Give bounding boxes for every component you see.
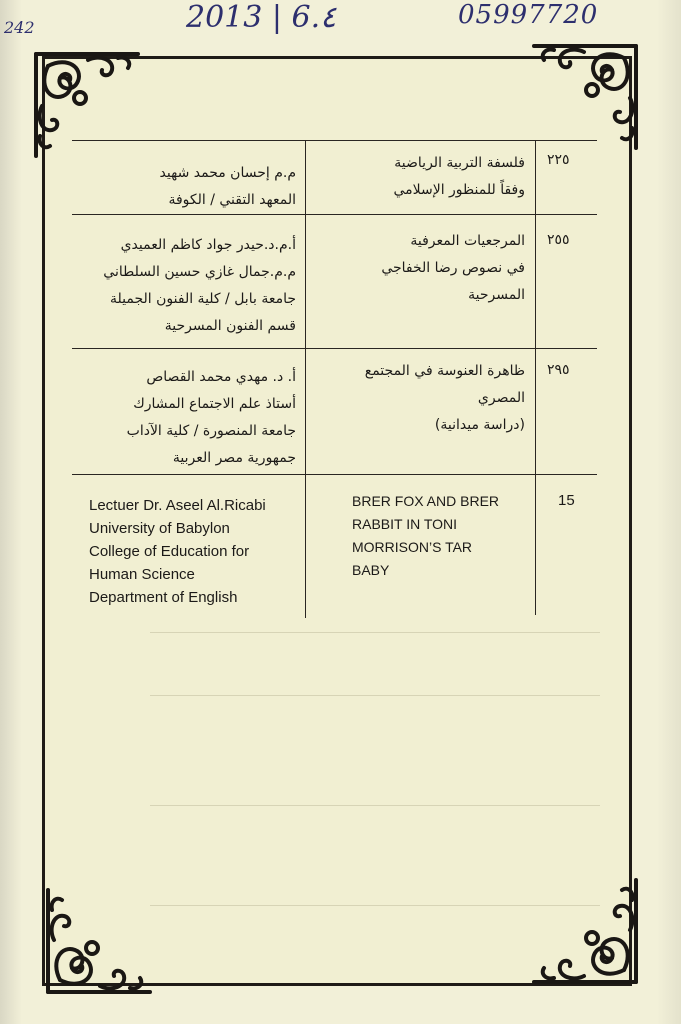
table-row-title: فلسفة التربية الرياضية وفقاً للمنظور الإسلامي (393, 155, 525, 198)
handwritten-date: 2013 | 6.٤ (186, 0, 337, 35)
table-column-divider (305, 140, 306, 618)
table-rule (72, 474, 597, 475)
table-rule (72, 214, 597, 215)
table-row-page: 15 (558, 492, 575, 509)
table-row-title: المرجعيات المعرفية في نصوص رضا الخفاجي المسرحية (381, 233, 525, 303)
table-row-page: ٢٩٥ (547, 362, 570, 378)
table-row-page: ٢٢٥ (547, 152, 570, 168)
handwritten-code: 05997720 (458, 0, 599, 30)
table-row-title: ظاهرة العنوسة في المجتمع المصري (دراسة ميدانية) (364, 363, 525, 433)
ornament-corner-icon (524, 870, 644, 990)
handwritten-page-number: 242 (4, 18, 35, 37)
table-row-author: أ.م.د.حيدر جواد كاظم العميدي م.م.جمال غازي حسين السلطاني جامعة بابل / كلية الفنون الجميلة قسم الفنون المسرحية (103, 237, 296, 334)
page-edge-right (657, 0, 681, 1024)
table-column-divider (535, 140, 536, 615)
table-row-page: ٢٥٥ (547, 232, 570, 248)
table-row-author: م.م إحسان محمد شهيد المعهد التقني / الكوفة (159, 165, 296, 208)
table-rule (72, 140, 597, 141)
ornament-corner-icon (28, 46, 148, 166)
table-row-author: Lectuer Dr. Aseel Al.Ricabi University of Babylon College of Education for Human Science Department of English (89, 497, 266, 606)
ornament-corner-icon (40, 880, 160, 1000)
table-row-title: BRER FOX AND BRER RABBIT IN TONI MORRISON’S TAR BABY (352, 493, 500, 578)
table-row-author: أ. د. مهدي محمد القصاص أستاذ علم الاجتماع المشارك جامعة المنصورة / كلية الآداب جمهورية مصر العربية (126, 369, 296, 466)
page-edge-left (0, 0, 22, 1024)
table-rule (72, 348, 597, 349)
